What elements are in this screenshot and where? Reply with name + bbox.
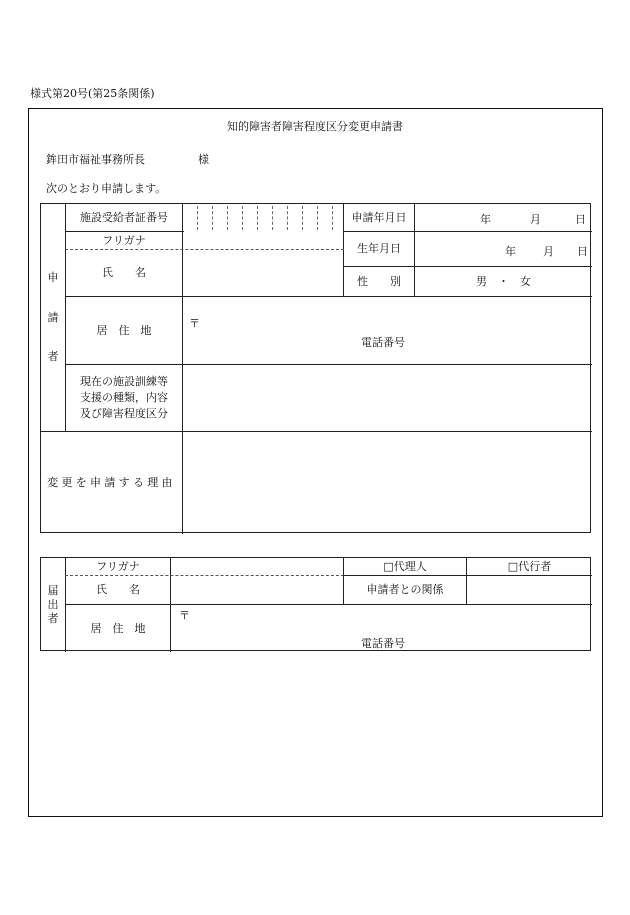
year-unit: 年 — [505, 245, 516, 258]
notifier-name-input[interactable] — [171, 576, 343, 604]
proxy-checkbox[interactable]: □代行者 — [507, 559, 552, 573]
month-unit: 月 — [530, 213, 541, 226]
birthdate-field[interactable] — [415, 232, 592, 266]
applicant-section-label — [41, 204, 65, 431]
notifier-label-char: 者 — [47, 612, 59, 626]
day-unit: 日 — [575, 213, 586, 226]
applicant-furigana-input[interactable] — [183, 232, 343, 249]
notifier-section-label — [41, 558, 65, 652]
document-title: 知的障害者障害程度区分変更申請書 — [227, 120, 403, 133]
applicant-address-label: 居 住 地 — [96, 323, 152, 337]
applicant-furigana-label: フリガナ — [102, 233, 146, 247]
notifier-label-char: 届 — [47, 583, 59, 597]
addressee: 鉾田市福祉事務所長 — [46, 153, 145, 166]
agent-checkbox[interactable]: □代理人 — [383, 559, 427, 573]
service-label-line: 及び障害程度区分 — [80, 406, 168, 420]
applicant-name-label: 氏 名 — [102, 266, 146, 280]
postal-mark: 〒 — [189, 317, 200, 330]
honorific: 様 — [198, 153, 209, 166]
phone-label: 電話番号 — [361, 336, 405, 349]
application-date-field[interactable] — [415, 204, 592, 231]
notifier-address-label: 居 住 地 — [90, 621, 146, 635]
current-service-input[interactable] — [183, 365, 592, 431]
sex-options[interactable]: 男 ・ 女 — [476, 274, 531, 288]
relation-input[interactable] — [467, 576, 592, 604]
applicant-label-char: 申 — [47, 270, 59, 284]
postal-mark: 〒 — [179, 609, 190, 622]
form-number: 様式第20号(第25条関係) — [30, 87, 155, 100]
notifier-label-char: 出 — [47, 597, 59, 611]
applicant-label-char: 請 — [47, 310, 59, 324]
service-label-line: 支援の種類，内容 — [80, 391, 168, 405]
application-date-label: 申請年月日 — [351, 210, 407, 224]
day-unit: 日 — [577, 245, 588, 258]
intro-text: 次のとおり申請します。 — [46, 182, 167, 195]
current-service-label — [66, 365, 182, 431]
sex-label: 性 別 — [357, 274, 401, 288]
change-reason-input[interactable] — [183, 432, 592, 534]
notifier-table — [40, 557, 591, 651]
change-reason-label: 変更を申請する理由 — [47, 476, 176, 490]
notifier-address-input[interactable] — [171, 605, 592, 652]
phone-label: 電話番号 — [361, 637, 405, 650]
year-unit: 年 — [480, 213, 491, 226]
birthdate-label: 生年月日 — [357, 242, 401, 256]
certificate-number-input[interactable] — [183, 204, 343, 231]
notifier-furigana-label: フリガナ — [96, 559, 140, 573]
service-label-line: 現在の施設訓練等 — [80, 375, 168, 389]
month-unit: 月 — [543, 245, 554, 258]
applicant-label-char: 者 — [47, 350, 59, 364]
applicant-address-input[interactable] — [183, 297, 592, 364]
notifier-furigana-input[interactable] — [171, 558, 343, 575]
notifier-name-label: 氏 名 — [96, 583, 140, 597]
relation-label: 申請者との関係 — [366, 583, 444, 597]
applicant-table — [40, 203, 591, 533]
applicant-name-input[interactable] — [183, 250, 343, 296]
certificate-number-label: 施設受給者証番号 — [80, 210, 168, 224]
